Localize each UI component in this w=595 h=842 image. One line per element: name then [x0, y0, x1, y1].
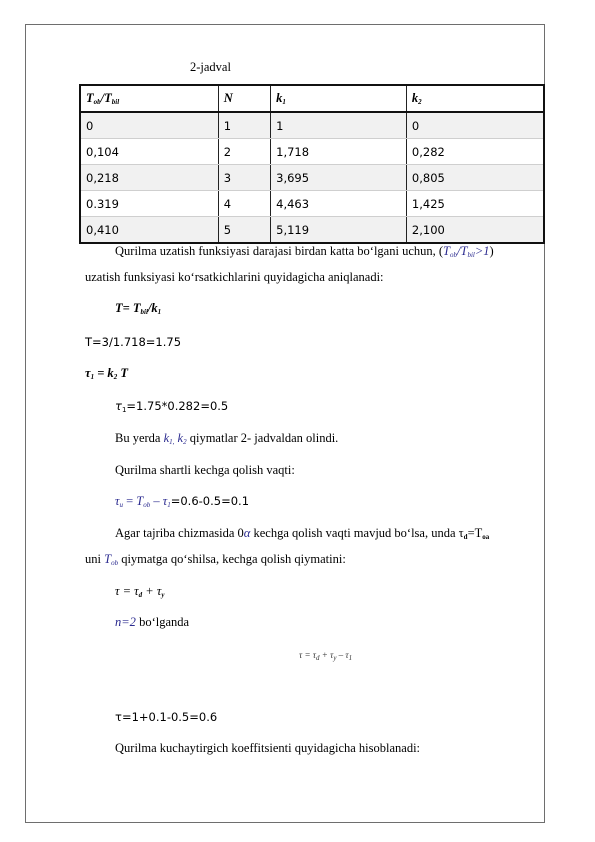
header-t-ratio: $T_{ob}/T_{bil}$ — [80, 85, 218, 112]
table-cell: 0,218 — [80, 165, 218, 191]
table-cell: 1,425 — [406, 191, 544, 217]
calc-tau-u: $\tau_u = T_{ob} - \tau_1=0.6-0.5=0.1$ — [115, 494, 250, 509]
table-cell: 0,104 — [80, 139, 218, 165]
table-cell: 1,718 — [271, 139, 407, 165]
table-cell: 0 — [80, 112, 218, 139]
table-cell: 4,463 — [271, 191, 407, 217]
table-cell: 1 — [218, 112, 270, 139]
table-row — [80, 217, 544, 244]
paragraph-4: Agar tajriba chizmasida 0α kechga qolish vaqti mavjud bo‘lsa, unda $\tau_d=T_{oa}$ — [115, 526, 490, 541]
table-header-row — [80, 85, 544, 112]
table-cell: 0.319 — [80, 191, 218, 217]
table-cell: 2,100 — [406, 217, 544, 244]
table-cell: 1 — [271, 112, 407, 139]
table-cell: 4 — [218, 191, 270, 217]
table-cell: 3 — [218, 165, 270, 191]
table-cell: 0,410 — [80, 217, 218, 244]
header-k1: $k_1$ — [271, 85, 407, 112]
table-row — [80, 112, 544, 139]
paragraph-1-line2: uzatish funksiyasi ko‘rsatkichlarini quyidagicha aniqlanadi: — [85, 270, 384, 284]
table-cell: 0 — [406, 112, 544, 139]
paragraph-2: Bu yerda $k_{1,}$ $k_2$ qiymatlar 2- jadvaldan olindi. — [115, 431, 339, 446]
table-cell: 5,119 — [271, 217, 407, 244]
formula-tau1: $\tau_1 = k_2$ T — [85, 366, 128, 381]
formula-tau-total: $\tau = \tau_d + \tau_y - \tau_1$ — [299, 650, 353, 662]
table-row — [80, 191, 544, 217]
table-cell: 0,805 — [406, 165, 544, 191]
paragraph-1: Qurilma uzatish funksiyasi darajasi birdan katta bo‘lgani uchun, $(T_{ob}/T_{bil}>1)$ — [115, 244, 494, 259]
formula-tau-sum: $\tau = \tau_d + \tau_y$ — [115, 584, 165, 599]
table-cell: 3,695 — [271, 165, 407, 191]
header-n: N — [218, 85, 270, 112]
table-row — [80, 165, 544, 191]
table-cell: 0,282 — [406, 139, 544, 165]
paragraph-6: Qurilma kuchaytirgich koeffitsienti quyidagicha hisoblanadi: — [115, 741, 421, 755]
table-row — [80, 139, 544, 165]
header-k2: $k_2$ — [406, 85, 544, 112]
paragraph-3: Qurilma shartli kechga qolish vaqti: — [115, 463, 295, 477]
calc-tau1: $\tau_1=1.75*0.282=0.5$ — [115, 399, 229, 414]
paragraph-4-line2: uni $T_{ob}$ qiymatga qo‘shilsa, kechga qolish qiymatini: — [85, 552, 346, 567]
table-caption: 2-jadval — [190, 60, 231, 74]
data-table — [79, 84, 545, 244]
table-cell: 5 — [218, 217, 270, 244]
calc-t: T=3/1.718=1.75 — [85, 335, 182, 349]
calc-tau-total: τ=1+0.1-0.5=0.6 — [115, 710, 218, 724]
formula-t: $T= T_{bil}/k_1$ — [115, 301, 162, 316]
paragraph-5: n=2 bo‘lganda — [115, 615, 190, 629]
table-cell: 2 — [218, 139, 270, 165]
